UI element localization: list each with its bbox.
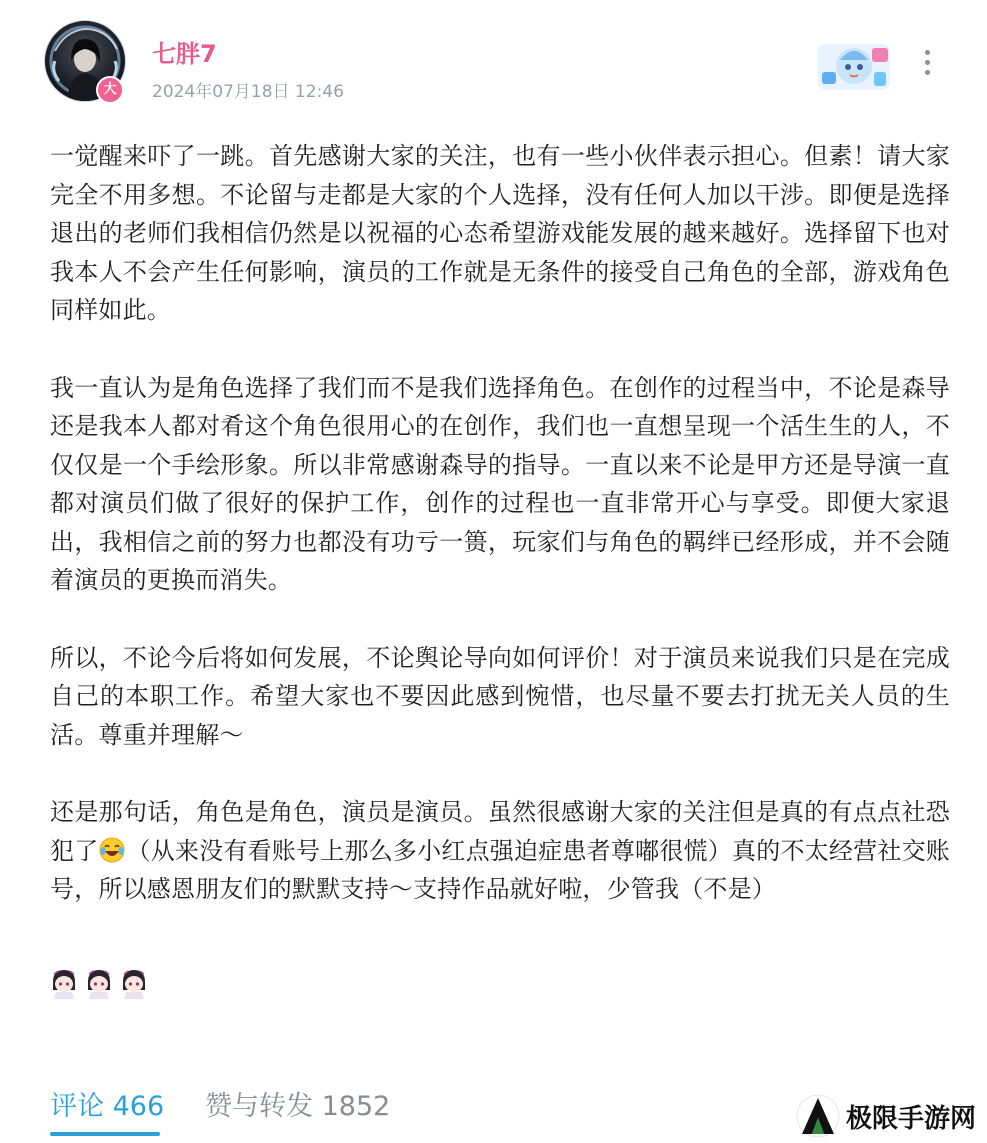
watermark-logo-icon	[796, 1094, 840, 1138]
decorative-sticker-icon	[814, 36, 894, 96]
post-text-segment: （从来没有看账号上那么多小红点强迫症患者尊嘟很慌）真的不太经营社交账号，所以感恩朋友们的默默支持～支持作品就好啦，少管我（不是）	[50, 836, 950, 903]
active-tab-indicator	[50, 1132, 160, 1136]
laughing-tears-icon	[99, 836, 125, 862]
post-timestamp: 2024年07月18日 12:46	[152, 82, 344, 102]
emote-row	[50, 968, 150, 1002]
author-name[interactable]: 七胖7	[152, 40, 217, 68]
chibi-sticker-icon	[85, 968, 113, 1000]
site-watermark	[796, 1094, 981, 1138]
avatar[interactable]	[44, 20, 126, 102]
level-badge: 大	[96, 76, 124, 104]
post-paragraph: 一觉醒来吓了一跳。首先感谢大家的关注，也有一些小伙伴表示担心。但素！请大家完全不用多想。不论留与走都是大家的个人选择，没有任何人加以干涉。即便是选择退出的老师们我相信仍然是以祝福的心态希望游戏能发展的越来越好。选择留下也对我本人不会产生任何影响，演员的工作就是无条件的接受自己角色的全部，游戏角色同样如此。	[50, 142, 950, 324]
post-header	[0, 0, 987, 120]
tab-comments[interactable]: 评论 466	[50, 1091, 165, 1122]
watermark-text: 极限手游网	[846, 1104, 977, 1134]
post-paragraph: 我一直认为是角色选择了我们而不是我们选择角色。在创作的过程当中，不论是森导还是我本人都对肴这个角色很用心的在创作，我们也一直想呈现一个活生生的人，不仅仅是一个手绘形象。所以非常感谢森导的指导。一直以来不论是甲方还是导演一直都对演员们做了很好的保护工作，创作的过程也一直非常开心与享受。即便大家退出，我相信之前的努力也都没有功亏一篑，玩家们与角色的羁绊已经形成，并不会随着演员的更换而消失。	[50, 373, 950, 594]
post-text-segment: 还是那句话，角色是角色，演员是演员。虽然很感谢大家的关注但是真的有点点社恐犯了	[50, 798, 950, 865]
chibi-sticker-icon	[50, 968, 78, 1000]
tab-likes-reposts[interactable]: 赞与转发 1852	[205, 1091, 391, 1122]
post-paragraph: 所以，不论今后将如何发展，不论舆论导向如何评价！对于演员来说我们只是在完成自己的本职工作。希望大家也不要因此感到惋惜，也尽量不要去打扰无关人员的生活。尊重并理解～	[50, 643, 950, 749]
chibi-sticker-icon	[120, 968, 148, 1000]
post-paragraph	[50, 793, 950, 909]
more-options-icon[interactable]	[914, 50, 940, 86]
post-body	[50, 137, 950, 948]
